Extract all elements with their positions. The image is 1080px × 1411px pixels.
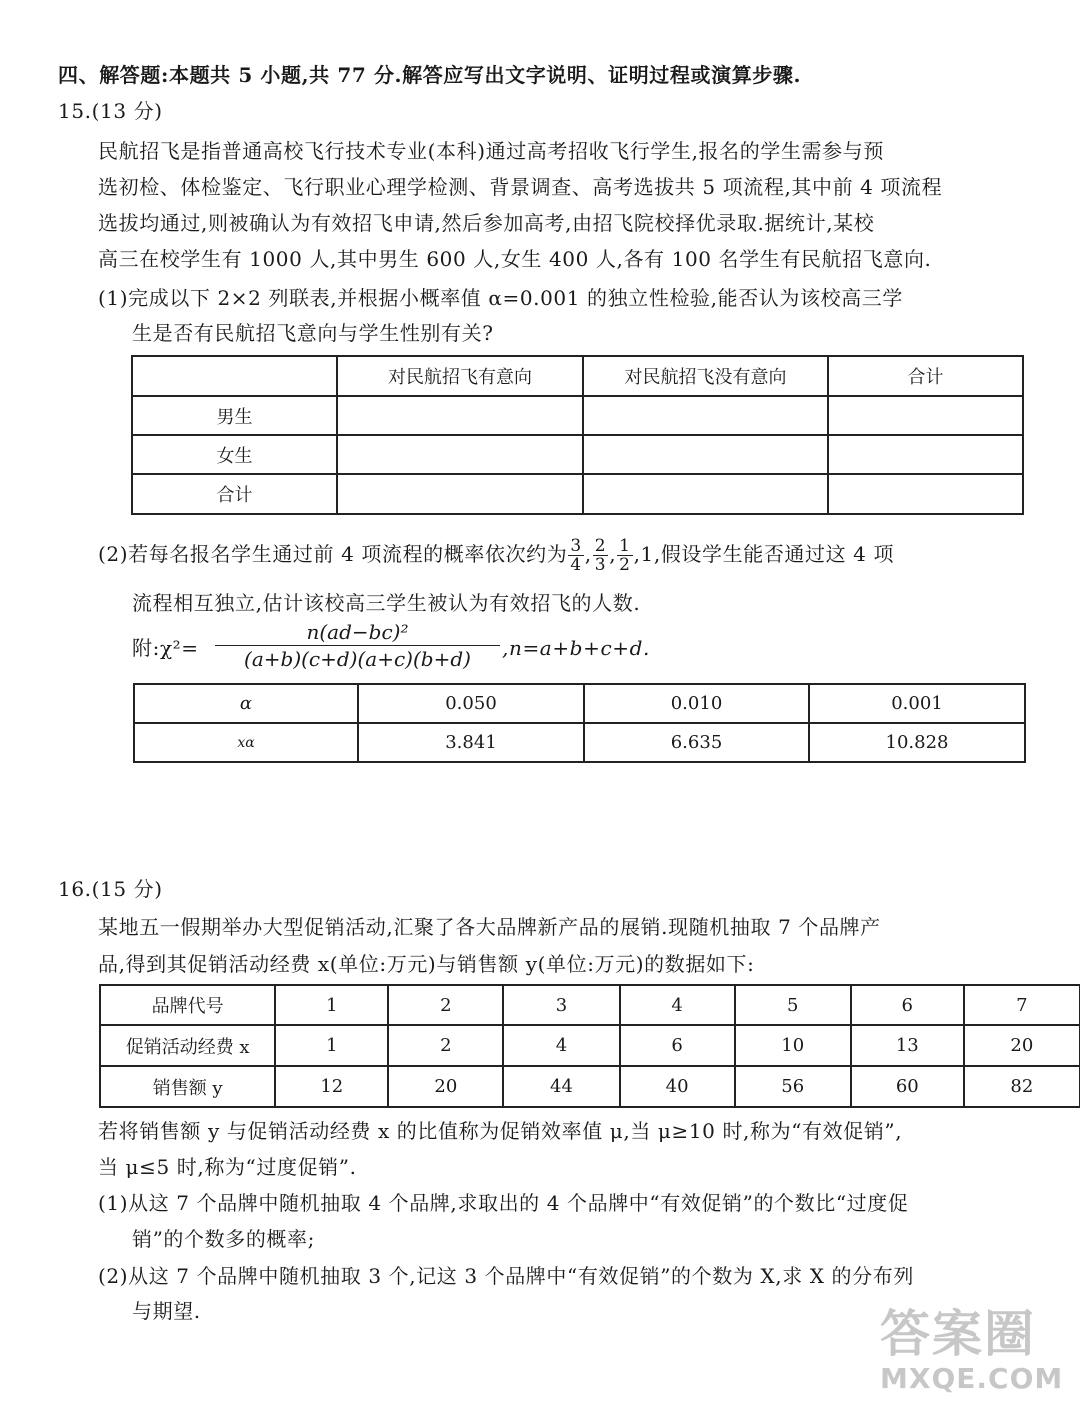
promotion-cost-row [100, 1025, 1080, 1066]
promotion-cost-cell: 10 [735, 1025, 851, 1066]
alpha-value: 0.050 [358, 684, 584, 723]
sales-row [100, 1066, 1080, 1107]
sales-cell: 12 [275, 1066, 388, 1107]
promotion-cost-cell: 1 [275, 1025, 388, 1066]
brand-code-cell: 7 [964, 985, 1080, 1025]
sales-label: 销售额 y [100, 1066, 275, 1107]
x-alpha-value: 3.841 [358, 723, 584, 762]
contingency-row-total [132, 474, 1023, 514]
promotion-cost-cell: 13 [851, 1025, 964, 1066]
contingency-cell [828, 435, 1023, 474]
contingency-cell [828, 396, 1023, 435]
x-alpha-label: xα [134, 723, 358, 762]
x-alpha-value: 6.635 [584, 723, 809, 762]
fraction-2-3: $\frac{2}{3}$ [594, 536, 607, 575]
q15-part2-post: ,1,假设学生能否通过这 4 项 [633, 542, 895, 566]
brand-code-label: 品牌代号 [100, 985, 275, 1025]
contingency-cell [583, 435, 828, 474]
contingency-table [131, 355, 1024, 515]
sales-cell: 60 [851, 1066, 964, 1107]
sales-cell: 56 [735, 1066, 851, 1107]
chi-square-numerator: n(ad−bc)² [215, 620, 500, 646]
promotion-cost-cell: 2 [388, 1025, 503, 1066]
brand-code-cell: 1 [275, 985, 388, 1025]
q16-part1-line-2: 销”的个数多的概率; [132, 1227, 315, 1251]
appendix-label: 附:χ²= [132, 636, 199, 660]
q16-number: 16.(15 分) [58, 877, 163, 901]
brand-code-cell: 3 [503, 985, 619, 1025]
promotion-cost-cell: 20 [964, 1025, 1080, 1066]
contingency-cell [583, 474, 828, 514]
contingency-row-label: 女生 [132, 435, 337, 474]
alpha-label: α [134, 684, 358, 723]
brand-code-cell: 6 [851, 985, 964, 1025]
alpha-value: 0.010 [584, 684, 809, 723]
q15-intro-line-1: 民航招飞是指普通高校飞行技术专业(本科)通过高考招收飞行学生,报名的学生需参与预 [98, 139, 884, 163]
x-alpha-row [134, 723, 1025, 762]
promotion-cost-cell: 4 [503, 1025, 619, 1066]
contingency-cell [337, 474, 583, 514]
sales-cell: 82 [964, 1066, 1080, 1107]
fraction-1-2: $\frac{1}{2}$ [619, 536, 631, 575]
sales-cell: 20 [388, 1066, 503, 1107]
contingency-header-not-interested: 对民航招飞没有意向 [583, 356, 828, 396]
x-alpha-value: 10.828 [809, 723, 1025, 762]
q15-part2-line-1: (2)若每名报名学生通过前 4 项流程的概率依次约为 $\frac{3}{4}$ , $\frac{2}{3}$ , $\frac{1}{2}$ ,1,假设学生能否通过这 4 项 [98, 536, 895, 575]
contingency-header-interested: 对民航招飞有意向 [337, 356, 583, 396]
contingency-row-label: 合计 [132, 474, 337, 514]
appendix-tail: ,n=a+b+c+d. [502, 636, 650, 660]
q16-intro-line-1: 某地五一假期举办大型促销活动,汇聚了各大品牌新产品的展销.现随机抽取 7 个品牌产 [98, 915, 881, 939]
chi-square-denominator: (a+b)(c+d)(a+c)(b+d) [244, 647, 471, 671]
promotion-data-table [99, 984, 1080, 1108]
q16-part1-line-1: (1)从这 7 个品牌中随机抽取 4 个品牌,求取出的 4 个品牌中“有效促销”的个数比“过度促 [98, 1191, 909, 1215]
contingency-cell [583, 396, 828, 435]
contingency-header-total: 合计 [828, 356, 1023, 396]
q15-number: 15.(13 分) [58, 99, 163, 123]
q16-after-line-1: 若将销售额 y 与促销活动经费 x 的比值称为促销效率值 μ,当 μ≥10 时,称为“有效促销”, [98, 1119, 903, 1143]
brand-code-row [100, 985, 1080, 1025]
promotion-cost-cell: 6 [620, 1025, 735, 1066]
contingency-row-female [132, 435, 1023, 474]
q15-intro-line-4: 高三在校学生有 1000 人,其中男生 600 人,女生 400 人,各有 100 名学生有民航招飞意向. [98, 247, 932, 271]
q15-part2-line-2: 流程相互独立,估计该校高三学生被认为有效招飞的人数. [132, 591, 641, 615]
q15-part1-line-2: 生是否有民航招飞意向与学生性别有关? [132, 321, 494, 345]
section-header: 四、解答题:本题共 5 小题,共 77 分.解答应写出文字说明、证明过程或演算步骤. [58, 63, 802, 87]
brand-code-cell: 4 [620, 985, 735, 1025]
sales-cell: 44 [503, 1066, 619, 1107]
contingency-row-male [132, 396, 1023, 435]
contingency-header-corner [132, 356, 337, 396]
q16-after-line-2: 当 μ≤5 时,称为“过度促销”. [98, 1155, 357, 1179]
q16-part2-line-1: (2)从这 7 个品牌中随机抽取 3 个,记这 3 个品牌中“有效促销”的个数为 X,求 X 的分布列 [98, 1264, 914, 1288]
sales-cell: 40 [620, 1066, 735, 1107]
watermark [880, 1305, 1070, 1405]
brand-code-cell: 5 [735, 985, 851, 1025]
q15-part2-pre: (2)若每名报名学生通过前 4 项流程的概率依次约为 [98, 542, 568, 566]
contingency-row-label: 男生 [132, 396, 337, 435]
fraction-3-4: $\frac{3}{4}$ [570, 536, 582, 575]
brand-code-cell: 2 [388, 985, 503, 1025]
q16-intro-line-2: 品,得到其促销活动经费 x(单位:万元)与销售额 y(单位:万元)的数据如下: [98, 952, 755, 976]
alpha-row [134, 684, 1025, 723]
q16-part2-line-2: 与期望. [132, 1299, 201, 1323]
q15-intro-line-2: 选初检、体检鉴定、飞行职业心理学检测、背景调查、高考选拔共 5 项流程,其中前 4 项流程 [98, 175, 943, 199]
q15-part1-line-1: (1)完成以下 2×2 列联表,并根据小概率值 α=0.001 的独立性检验,能否认为该校高三学 [98, 286, 904, 310]
alpha-value: 0.001 [809, 684, 1025, 723]
chi-square-fraction [215, 620, 500, 671]
watermark-logo: 答案圈 [880, 1305, 1036, 1363]
q15-intro-line-3: 选拔均通过,则被确认为有效招飞申请,然后参加高考,由招飞院校择优录取.据统计,某校 [98, 211, 875, 235]
critical-value-table [133, 683, 1026, 763]
contingency-header-row [132, 356, 1023, 396]
contingency-cell [337, 396, 583, 435]
contingency-cell [828, 474, 1023, 514]
promotion-cost-label: 促销活动经费 x [100, 1025, 275, 1066]
watermark-url: MXQE.COM [880, 1362, 1064, 1395]
contingency-cell [337, 435, 583, 474]
